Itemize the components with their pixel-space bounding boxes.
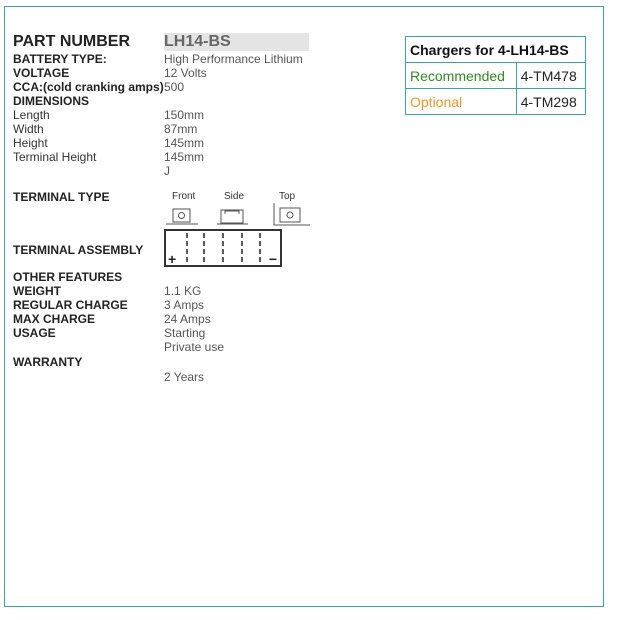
plus-terminal-icon: + xyxy=(168,251,177,267)
terminal-diagram xyxy=(164,190,310,270)
chargers-table xyxy=(405,36,586,115)
spec-value: 3 Amps xyxy=(164,298,205,312)
spec-label: Width xyxy=(13,122,44,136)
optional-charger-link[interactable]: 4-TM298 xyxy=(516,89,585,115)
charger-row-optional xyxy=(406,89,586,115)
terminal-view-top-label: Top xyxy=(279,191,296,202)
spec-value: 87mm xyxy=(164,122,198,136)
spec-value: 500 xyxy=(164,80,185,94)
terminal-type-label: TERMINAL TYPE xyxy=(13,190,110,204)
spec-value: High Performance Lithium xyxy=(164,52,303,66)
spec-label: DIMENSIONS xyxy=(13,94,90,108)
terminal-top-icon xyxy=(274,203,310,225)
part-number-label: PART NUMBER xyxy=(13,33,131,50)
spec-label: REGULAR CHARGE xyxy=(13,298,128,312)
battery-cells xyxy=(166,231,280,265)
recommended-label: Recommended xyxy=(406,63,517,89)
warranty-label: WARRANTY xyxy=(13,355,83,369)
part-number-row xyxy=(13,33,309,51)
spec-value: 24 Amps xyxy=(164,312,211,326)
spec-label: Length xyxy=(13,108,50,122)
spec-label: WEIGHT xyxy=(13,284,61,298)
terminal-view-side-label: Side xyxy=(224,191,245,202)
battery-box xyxy=(164,229,282,267)
recommended-charger-link[interactable]: 4-TM478 xyxy=(516,63,585,89)
spec-value: Private use xyxy=(164,340,225,354)
optional-label: Optional xyxy=(406,89,517,115)
spec-value: 145mm xyxy=(164,136,205,150)
spec-value: Starting xyxy=(164,326,206,340)
other-features-label: OTHER FEATURES xyxy=(13,270,123,284)
warranty-value: 2 Years xyxy=(164,370,205,384)
spec-value: 150mm xyxy=(164,108,205,122)
spec-label: Terminal Height xyxy=(13,150,97,164)
spec-value: 1.1 KG xyxy=(164,284,202,298)
spec-label: CCA:(cold cranking amps) xyxy=(13,80,164,94)
spec-label: BATTERY TYPE: xyxy=(13,52,107,66)
terminal-front-icon xyxy=(166,209,198,224)
spec-label: MAX CHARGE xyxy=(13,312,96,326)
spec-value: J xyxy=(164,164,170,178)
terminal-view-front-label: Front xyxy=(172,191,196,202)
part-number-value: LH14-BS xyxy=(164,33,309,51)
spec-label: VOLTAGE xyxy=(13,66,70,80)
terminal-assembly-label: TERMINAL ASSEMBLY xyxy=(13,243,144,257)
chargers-title: Chargers for 4-LH14-BS xyxy=(406,37,586,63)
spec-value: 12 Volts xyxy=(164,66,207,80)
spec-value: 145mm xyxy=(164,150,205,164)
charger-row-recommended xyxy=(406,63,586,89)
spec-label: Height xyxy=(13,136,48,150)
minus-terminal-icon: − xyxy=(268,251,277,267)
spec-label: USAGE xyxy=(13,326,56,340)
terminal-side-icon xyxy=(217,210,248,224)
